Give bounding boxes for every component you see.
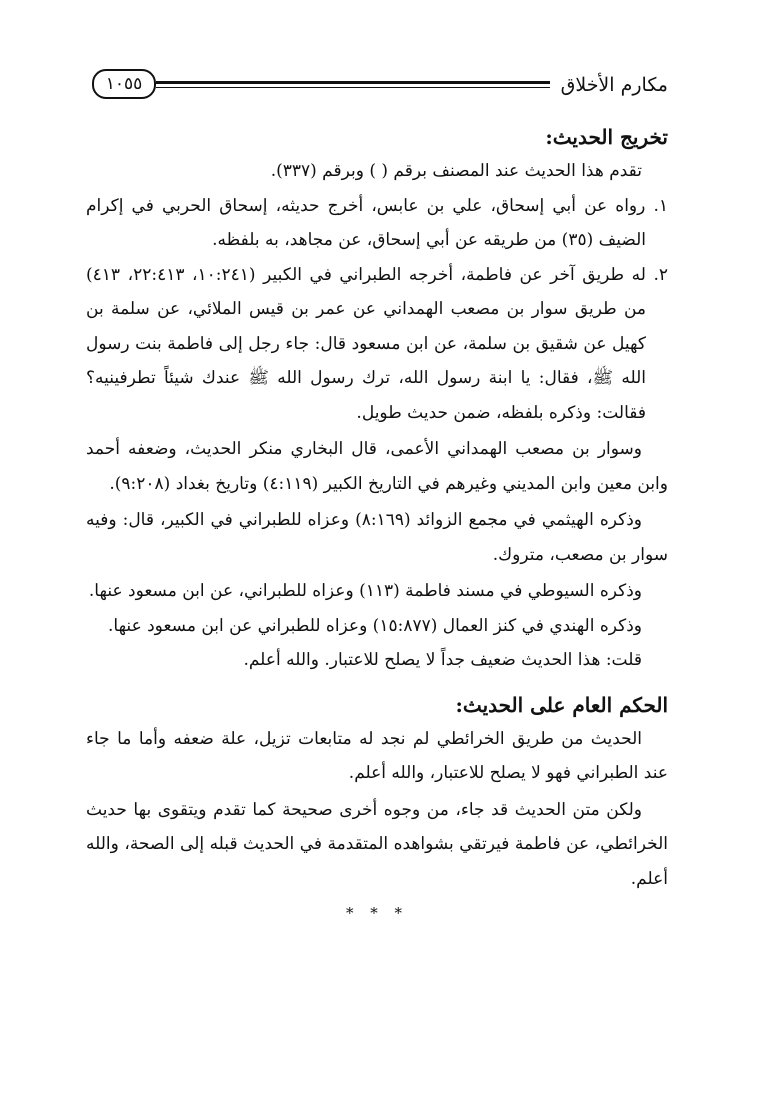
page-number: ١٠٥٥ — [92, 69, 156, 99]
paragraph: وذكره الهيثمي في مجمع الزوائد (٨:١٦٩) وعزاه للطبراني في الكبير، قال: وفيه سوار بن مصعب، متروك. — [86, 510, 668, 565]
paragraph: الحديث من طريق الخرائطي لم نجد له متابعات تزيل، علة ضعفه وأما ما جاء عند الطبراني فهو لا يصلح للاعتبار، والله أعلم. — [86, 728, 668, 783]
header-rule — [156, 81, 550, 93]
numbered-paragraph: ٢. له طريق آخر عن فاطمة، أخرجه الطبراني في الكبير (١٠:٢٤١، ٢٢:٤١٣، ٤١٣) من طريق سوار بن مصعب الهمداني عن عمر بن قيس الملائي، عن سلمة بن كهيل عن شقيق بن سلمة، عن ابن مسعود قال: جاء رجل إلى فاطمة بنت رسول الله ﷺ، فقال: يا ابنة رسول الله، ترك رسول الله ﷺ عندك شيئاً تطرفينيه؟ فقالت: وذكره بلفظه، ضمن حديث طويل. — [86, 264, 669, 423]
running-title: مكارم الأخلاق — [560, 74, 668, 96]
paragraph: وسوار بن مصعب الهمداني الأعمى، قال البخاري منكر الحديث، وضعفه أحمد وابن معين وابن المديني وغيرهم في التاريخ الكبير (٤:١١٩) وتاريخ بغداد (٩:٢٠٨). — [86, 439, 668, 494]
page-body — [86, 120, 668, 922]
section-title-general-ruling: الحكم العام على الحديث: — [455, 692, 668, 717]
paragraph: تقدم هذا الحديث عند المصنف برقم ( ) وبرقم (٣٣٧). — [270, 161, 642, 181]
paragraph: وذكره السيوطي في مسند فاطمة (١١٣) وعزاه للطبراني، عن ابن مسعود عنها. — [88, 581, 642, 601]
end-marker: * * * — [345, 904, 409, 922]
conclusion-paragraph: قلت: هذا الحديث ضعيف جداً لا يصلح للاعتبار. والله أعلم. — [243, 650, 642, 670]
paragraph: ولكن متن الحديث قد جاء، من وجوه أخرى صحيحة كما تقدم ويتقوى بها حديث الخرائطي، عن فاطمة فيرتقي بشواهده المتقدمة في الحديث قبله إلى الصحة، والله أعلم. — [86, 799, 668, 889]
paragraph: وذكره الهندي في كنز العمال (١٥:٨٧٧) وعزاه للطبراني عن ابن مسعود عنها. — [108, 615, 642, 636]
numbered-paragraph: ١. رواه عن أبي إسحاق، علي بن عابس، أخرج حديثه، إسحاق الحربي في إكرام الضيف (٣٥) من طريقه عن أبي إسحاق، عن مجاهد، به بلفظه. — [86, 195, 668, 250]
section-title-takhrij: تخريج الحديث: — [545, 125, 668, 149]
running-header — [90, 68, 668, 108]
